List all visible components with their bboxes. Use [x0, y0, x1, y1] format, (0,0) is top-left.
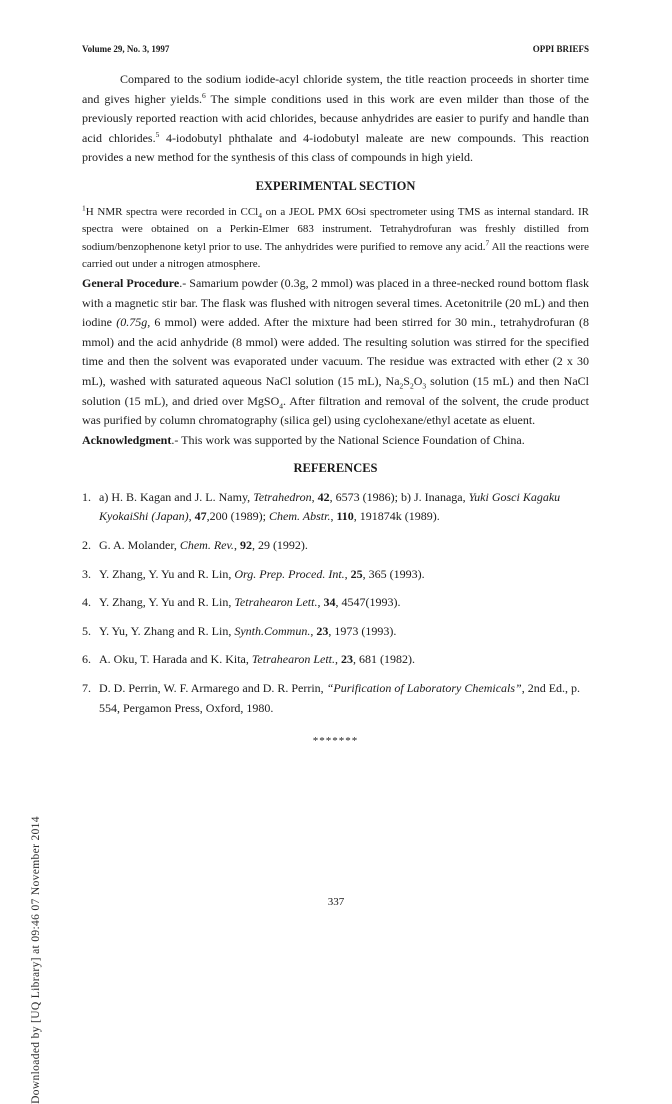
end-marker: ******* — [312, 735, 359, 748]
reference-item: 2. G. A. Molander, Chem. Rev., 92, 29 (1992). — [82, 538, 308, 553]
experimental-paragraph: $^1$H NMR spectra were recorded in CCl$_4$ on a JEOL PMX 6Osi spectrometer using TMS as internal standard. IR spectra were obtained on a Perkin-Elmer 683 instrument. Tetrahydrofuran was freshly distilled from sodium/benzophenone ketyl prior to use. The anhydrides were purified to remove any acid.$^7$ All the reactions were carried out under a nitrogen atmosphere. — [82, 202, 589, 271]
acknowledgment-paragraph: Acknowledgment.- This work was supported by the National Science Foundation of China. — [82, 432, 525, 447]
reference-item: 1. a) H. B. Kagan and J. L. Namy, Tetrahedron, 42, 6573 (1986); b) J. Inanaga, Yuki Gosci Kagaku KyokaiShi (Japan), 47,200 (1989); Chem. Abstr., 110, 191874k (1989). — [82, 489, 561, 524]
acknowledgment-label: Acknowledgment — [82, 432, 172, 447]
volume-info: Volume 29, No. 3, 1997 — [82, 44, 170, 54]
reference-item: 3. Y. Zhang, Y. Yu and R. Lin, Org. Prep. Proced. Int., 25, 365 (1993). — [82, 566, 425, 581]
reference-item: 4. Y. Zhang, Y. Yu and R. Lin, Tetrahearon Lett., 34, 4547(1993). — [82, 595, 401, 610]
reference-list — [82, 488, 589, 718]
download-watermark: Downloaded by [UQ Library] at 09:46 07 November 2014 — [30, 816, 42, 1104]
experimental-heading: EXPERIMENTAL SECTION — [255, 178, 416, 193]
page-body — [82, 70, 589, 752]
reference-item: 5. Y. Yu, Y. Zhang and R. Lin, Synth.Commun., 23, 1973 (1993). — [82, 623, 397, 638]
references-heading: REFERENCES — [293, 461, 378, 476]
procedure-label: General Procedure — [82, 275, 180, 290]
intro-paragraph: Compared to the sodium iodide-acyl chloride system, the title reaction proceeds in shorter time and gives higher yields.$^6$ The simple conditions used in this work are even milder than those of the previously reported reaction with acid chlorides, because anhydrides are easier to purify and handle than acid chlorides.$^5$ 4-iodobutyl phthalate and 4-iodobutyl maleate are new compounds. This reaction provides a new method for the synthesis of this class of compounds in high yield. — [82, 72, 589, 165]
reference-item: 6. A. Oku, T. Harada and K. Kita, Tetrahearon Lett., 23, 681 (1982). — [82, 652, 415, 667]
general-procedure-paragraph: General Procedure.- Samarium powder (0.3g, 2 mmol) was placed in a three-necked round bottom flask with a magnetic stir bar. The flask was flushed with nitrogen several times. Acetonitrile (20 mL) and then iodine (0.75g, 6 mmol) were added. After the mixture had been stirred for 30 min., tetrahydrofuran (8 mmol) and the acid anhydride (8 mmol) were added. The resulting solution was stirred for the specified time and then the solvent was evaporated under vacuum. The residue was extracted with ether (2 x 30 mL), washed with saturated aqueous NaCl solution (15 mL), $Na_2S_2O_3$ solution (15 mL) and then NaCl solution (15 mL), and dried over MgSO$_4$. After filtration and removal of the solvent, the crude product was purified by column chromatography (silica gel) using cyclohexane/ethyl acetate as eluent. — [82, 275, 590, 428]
section-name: OPPI BRIEFS — [532, 44, 589, 54]
reference-item: 7. D. D. Perrin, W. F. Armarego and D. R. Perrin, “Purification of Laboratory Chemicals”, 2nd Ed., p. 554, Pergamon Press, Oxford, 1980. — [82, 681, 581, 715]
page-number: 337 — [327, 896, 345, 908]
